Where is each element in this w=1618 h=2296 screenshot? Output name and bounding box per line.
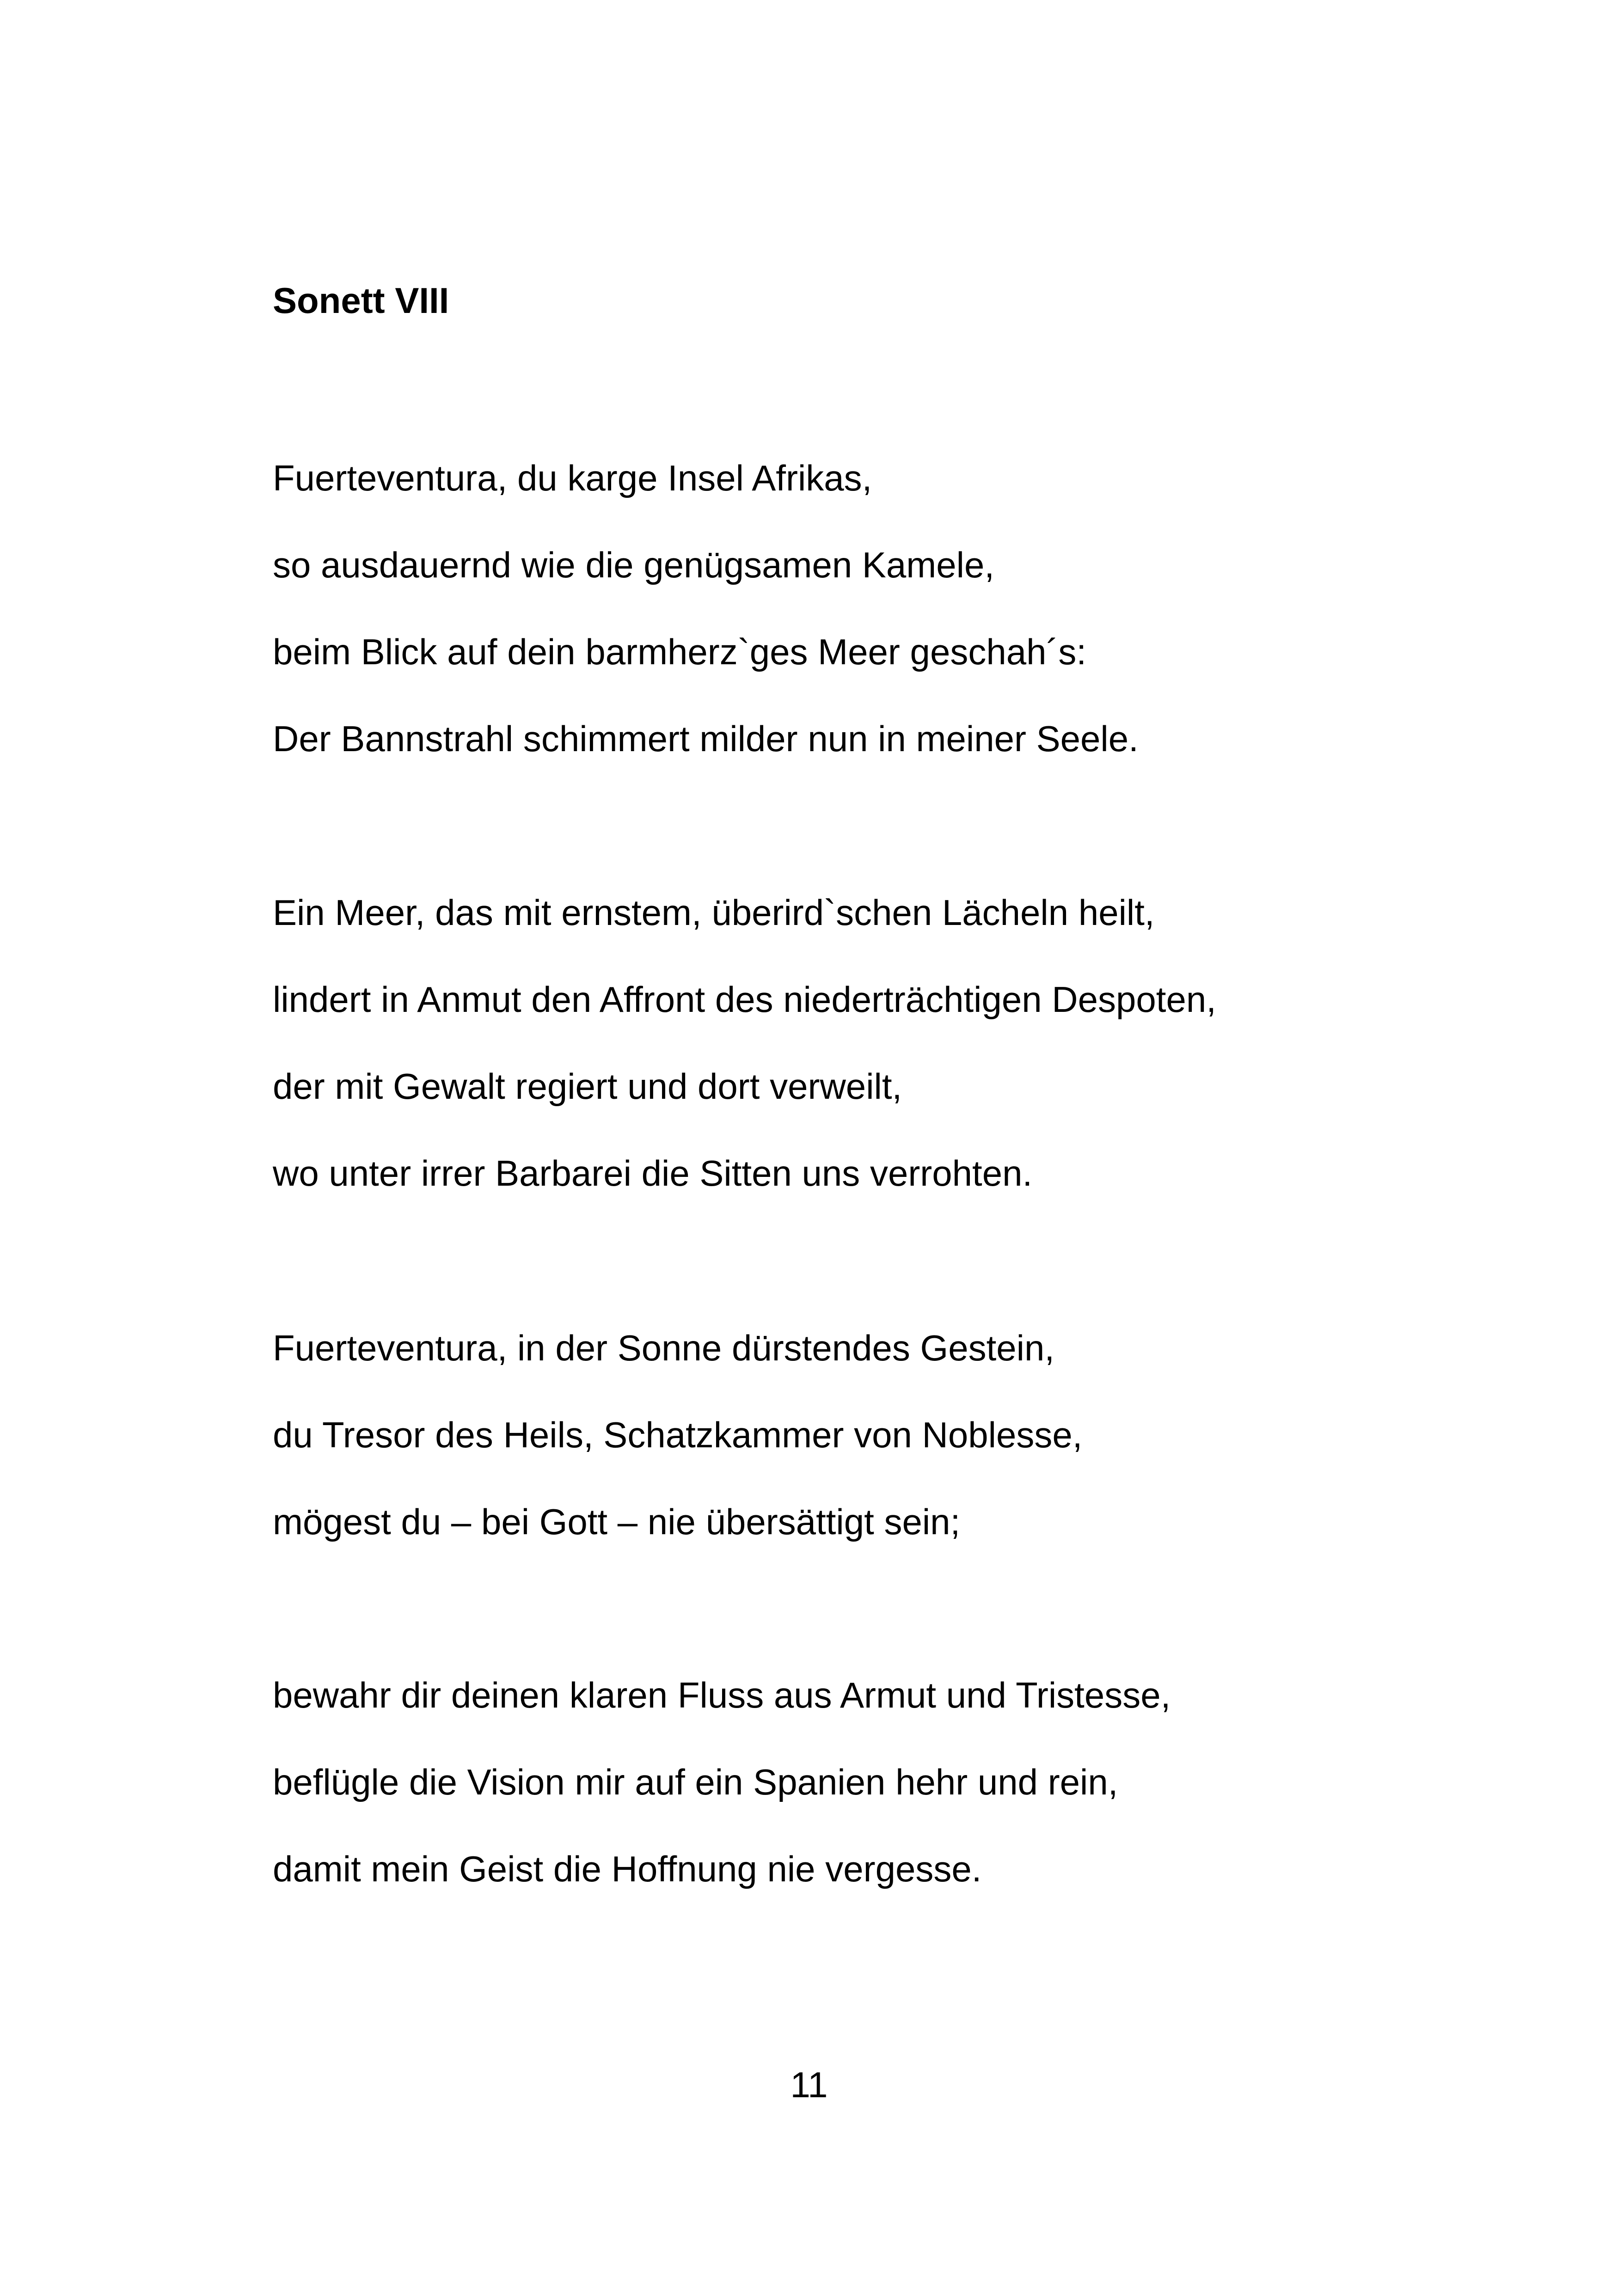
poem-line: Ein Meer, das mit ernstem, überird`schen Lächeln heilt, xyxy=(273,892,1155,933)
poem-line: beflügle die Vision mir auf ein Spanien hehr und rein, xyxy=(273,1762,1118,1802)
poem-line: bewahr dir deinen klaren Fluss aus Armut und Tristesse, xyxy=(273,1675,1171,1715)
poem-line: beim Blick auf dein barmherz`ges Meer geschah´s: xyxy=(273,631,1087,672)
poem-line: Fuerteventura, in der Sonne dürstendes Gestein, xyxy=(273,1328,1055,1368)
stanza-3 xyxy=(273,1304,1082,1565)
stanza-4 xyxy=(273,1652,1171,1912)
poem-line: Fuerteventura, du karge Insel Afrikas, xyxy=(273,458,872,498)
poem-line: du Tresor des Heils, Schatzkammer von Noblesse, xyxy=(273,1414,1083,1455)
poem-line: der mit Gewalt regiert und dort verweilt, xyxy=(273,1066,902,1107)
poem-line: Der Bannstrahl schimmert milder nun in meiner Seele. xyxy=(273,718,1139,759)
poem-line: mögest du – bei Gott – nie übersättigt sein; xyxy=(273,1501,961,1542)
poem-title: Sonett VIII xyxy=(273,280,449,321)
stanza-1 xyxy=(273,435,1139,782)
poem-line: lindert in Anmut den Affront des niederträchtigen Despoten, xyxy=(273,979,1216,1020)
poem-line: so ausdauernd wie die genügsamen Kamele, xyxy=(273,545,995,585)
poem-line: wo unter irrer Barbarei die Sitten uns verrohten. xyxy=(273,1153,1033,1194)
stanza-2 xyxy=(273,869,1216,1217)
poem-line: damit mein Geist die Hoffnung nie vergesse. xyxy=(273,1849,982,1889)
page-number: 11 xyxy=(790,2064,828,2105)
